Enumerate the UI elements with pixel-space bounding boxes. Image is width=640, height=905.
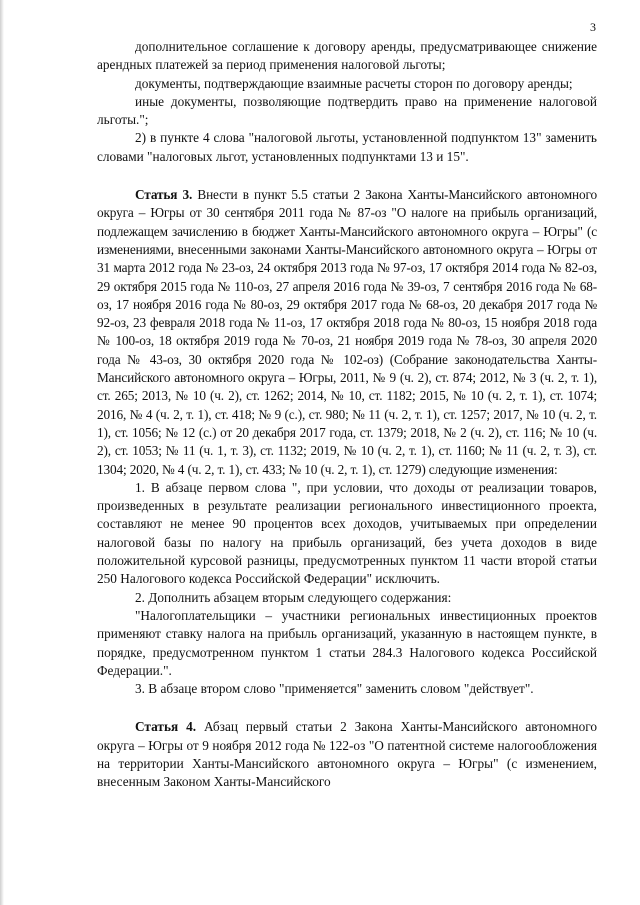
document-body [97, 38, 597, 792]
page-number: 3 [590, 20, 596, 34]
article-4-text: Абзац первый статьи 2 Закона Ханты-Мансийского автономного округа – Югры от 9 ноября 2012 года № 122-оз "О патентной системе налогообложения на территории Ханты-Мансийского автономного округа – Югры" (с изменением, внесенным Законом Ханты-Мансийского [97, 719, 598, 790]
article-3-item-1: 1. В абзаце первом слова ", при условии, что доходы от реализации товаров, произведенных в результате реализации регионального инвестиционного проекта, составляют не менее 90 процентов всех доходов, учитываемых при определении налоговой базы по налогу на прибыль организаций, без учета доходов в виде положительной курсовой разницы, предусмотренных пунктом 11 части второй статьи 250 Налогового кодекса Российской Федерации" исключить. [97, 479, 597, 587]
article-3-text: Внести в пункт 5.5 статьи 2 Закона Ханты-Мансийского автономного округа – Югры от 30 сентября 2011 года № 87-оз "О налоге на прибыль организаций, подлежащем зачислению в бюджет Ханты-Мансийского автономного округа – Югры" (с изменениями, внесенными законами Ханты-Мансийского автономного округа – Югры от 31 марта 2012 года № 23-оз, 24 октября 2013 года № 97-оз, 17 октября 2014 года № 82-оз, 29 октября 2015 года № 110-оз, 27 апреля 2016 года № 39-оз, 7 сентября 2016 года № 68-оз, 17 ноября 2016 года № 80-оз, 29 октября 2017 года № 68-оз, 20 декабря 2017 года № 92-оз, 23 февраля 2018 года № 11-оз, 17 октября 2018 года № 80-оз, 15 ноября 2018 года № 100-оз, 18 октября 2019 года № 70-оз, 21 ноября 2019 года № 78-оз, 30 апреля 2020 года № 43-оз, 30 октября 2020 года № 102-оз) (Собрание законодательства Ханты-Мансийского автономного округа – Югры, 2011, № 9 (ч. 2), ст. 874; 2012, № 3 (ч. 2, т. 1), ст. 265; 2013, № 10 (ч. 2), ст. 1262; 2014, № 10, ст. 1182; 2015, № 10 (ч. 2, т. 1), ст. 1074; 2016, № 4 (ч. 2, т. 1), ст. 418; № 9 (с.), ст. 980; № 11 (ч. 2, т. 1), ст. 1257; 2017, № 10 (ч. 2, т. 1), ст. 1056; № 12 (с.) от 20 декабря 2017 года, ст. 1379; 2018, № 2 (ч. 2), ст. 116; № 10 (ч. 2), ст. 1053; № 11 (ч. 1, т. 3), ст. 1132; 2019, № 10 (ч. 2, т. 1), ст. 1160; № 11 (ч. 2, т. 3), ст. 1304; 2020, № 4 (ч. 2, т. 1), ст. 433; № 10 (ч. 2, т. 1), ст. 1279) следующие изменения: [97, 187, 597, 477]
article-3-item-2-quote: "Налогоплательщики – участники региональных инвестиционных проектов применяют ставку налога на прибыль организаций, указанную в настоящем пункте, в порядке, предусмотренном пунктом 1 статьи 284.3 Налогового кодекса Российской Федерации.". [97, 607, 597, 678]
article-4-paragraph [97, 718, 597, 791]
article-3-paragraph [97, 186, 597, 479]
article-3-label: Статья 3. [135, 187, 193, 203]
paragraph-other-docs: иные документы, позволяющие подтвердить право на применение налоговой льготы."; [97, 93, 597, 128]
paragraph-point-4-change: 2) в пункте 4 слова "налоговой льготы, установленной подпунктом 13" заменить словами "налоговых льгот, установленных подпунктами 13 и 15". [97, 130, 597, 164]
paragraph-lease-agreement: дополнительное соглашение к договору аренды, предусматривающее снижение арендных платежей за период применения налоговой льготы; [97, 39, 597, 73]
paragraph-settlement-docs: документы, подтверждающие взаимные расчеты сторон по договору аренды; [135, 75, 573, 91]
article-3-item-2: 2. Дополнить абзацем вторым следующего содержания: [135, 589, 452, 605]
article-3-item-3: 3. В абзаце втором слово "применяется" заменить словом "действует". [135, 681, 534, 697]
scan-edge [0, 0, 4, 905]
article-4-label: Статья 4. [135, 719, 197, 735]
